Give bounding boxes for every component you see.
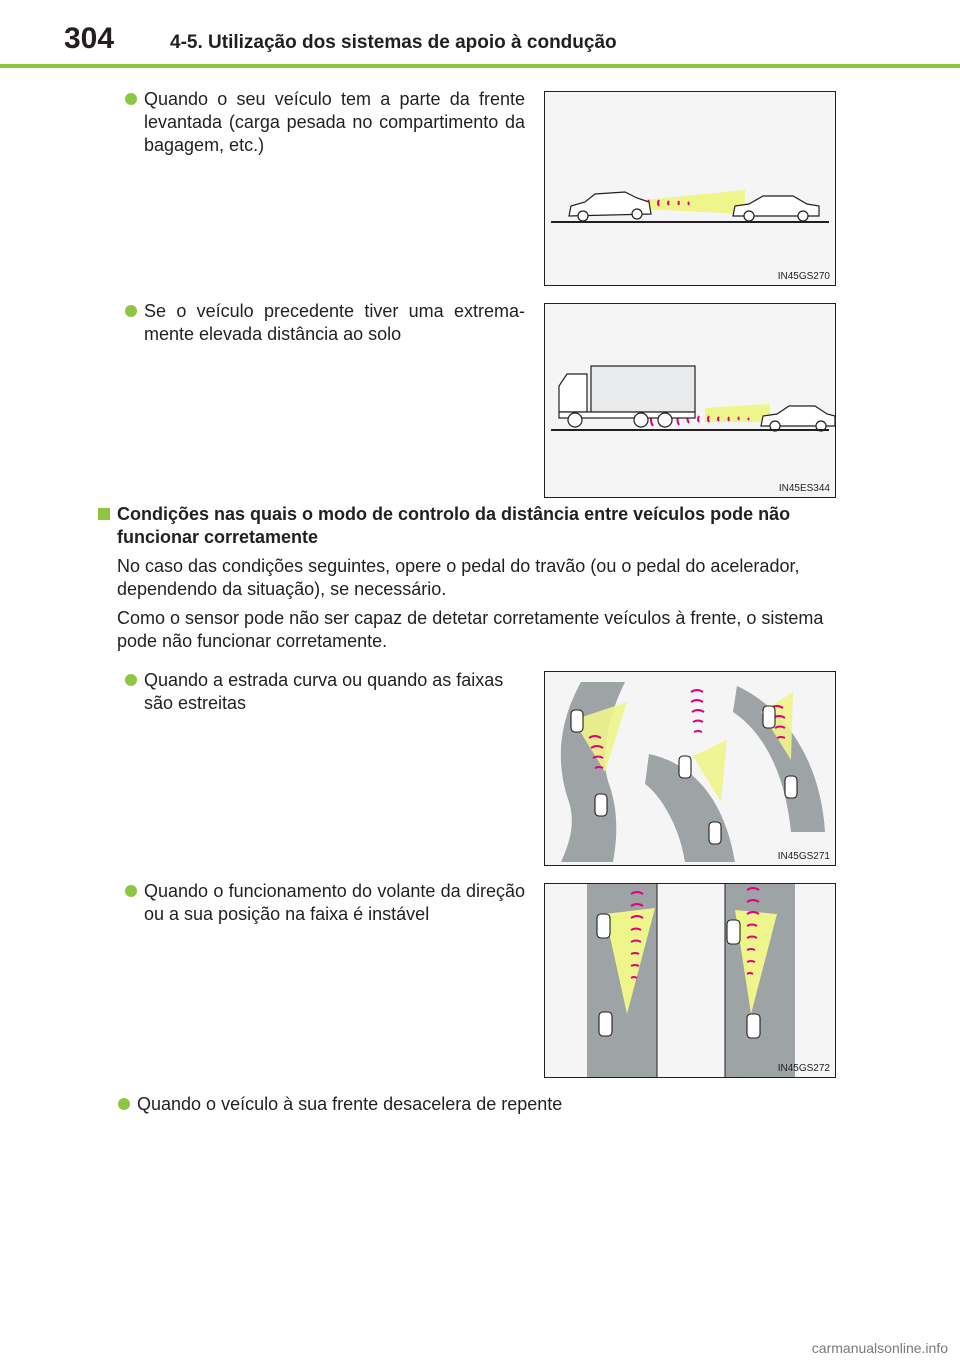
- figure-code: IN45GS272: [777, 1063, 830, 1074]
- bullet-text: Quando a estrada curva ou quando as faixas são estreitas: [144, 670, 504, 713]
- bullet-icon: [118, 1098, 130, 1110]
- header-rule: [0, 64, 960, 68]
- square-bullet-icon: [98, 508, 110, 520]
- raised-front-illustration: [545, 92, 835, 285]
- bullet-icon: [125, 305, 137, 317]
- figure-code: IN45GS270: [777, 271, 830, 282]
- bullet-high-clearance: [125, 300, 525, 346]
- figure-high-clearance: [544, 303, 836, 498]
- page-number: 304: [64, 22, 115, 55]
- section-heading: [98, 503, 868, 549]
- section-paragraph: No caso das condições seguintes, opere o pedal do travão (ou o pedal do acelerador, dependendo da situação), se necessário.: [117, 556, 800, 599]
- curved-road-illustration: [545, 672, 835, 865]
- figure-code: IN45ES344: [778, 483, 830, 494]
- bullet-front-raised: [125, 88, 525, 157]
- chapter-title: 4-5. Utilização dos sistemas de apoio à condução: [170, 32, 617, 53]
- section-paragraph: Como o sensor pode não ser capaz de detetar corretamente veículos à frente, o sistema pode não funcionar corretamente.: [117, 608, 824, 651]
- section-heading-text: Condições nas quais o modo de controlo da distância entre veículos pode não funcionar corretamente: [117, 504, 791, 547]
- bullet-text: Quando o veículo à sua frente desacelera de repente: [137, 1094, 563, 1114]
- footer-watermark: carmanualsonline.info: [811, 1340, 948, 1356]
- bullet-unstable-steering: [125, 880, 525, 926]
- figure-unstable-steering: [544, 883, 836, 1078]
- unstable-steering-illustration: [545, 884, 835, 1077]
- bullet-icon: [125, 885, 137, 897]
- car-icon: [761, 406, 835, 431]
- car-icon: [733, 196, 819, 221]
- bullet-icon: [125, 93, 137, 105]
- bullet-text: Se o veículo precedente tiver uma extrema- mente elevada distância ao solo: [144, 301, 525, 344]
- page-header: [0, 0, 960, 70]
- bullet-icon: [125, 674, 137, 686]
- truck-illustration: [545, 304, 835, 497]
- figure-curved-road: [544, 671, 836, 866]
- bullet-text: Quando o funcionamento do volante da direção ou a sua posição na faixa é instável: [144, 881, 525, 924]
- bullet-curved-road: [125, 669, 525, 715]
- section-conditions: [98, 503, 868, 653]
- figure-raised-front: [544, 91, 836, 286]
- bullet-sudden-decel: [118, 1093, 718, 1116]
- figure-code: IN45GS271: [777, 851, 830, 862]
- truck-icon: [559, 366, 695, 427]
- bullet-text: Quando o seu veículo tem a parte da frente levantada (carga pesada no compartimento da bagagem, etc.): [144, 89, 525, 155]
- car-icon: [569, 192, 651, 221]
